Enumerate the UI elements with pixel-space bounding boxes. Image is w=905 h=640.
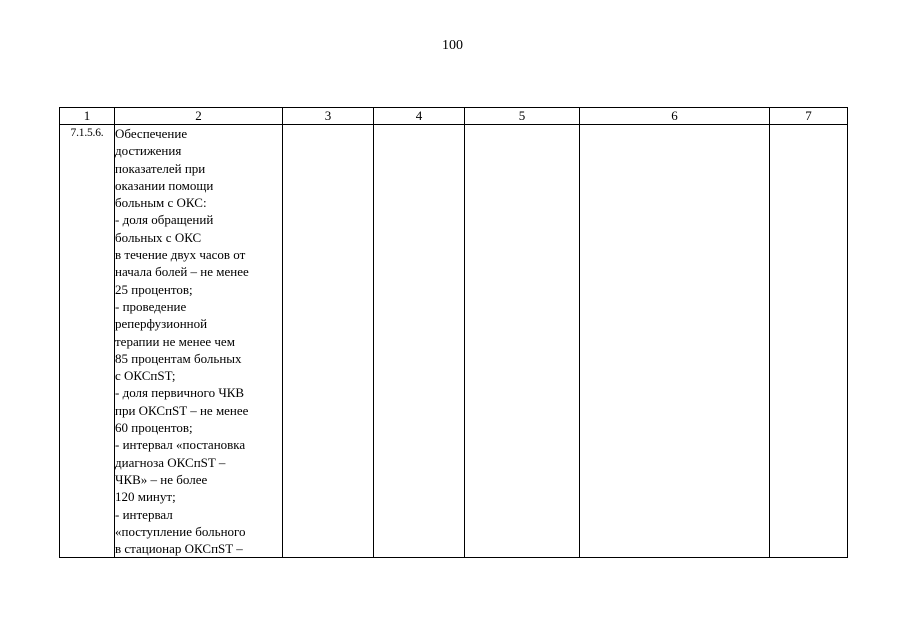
column-header-5: 5 <box>465 108 580 125</box>
description-line: реперфузионной <box>115 316 208 332</box>
description-line: 120 минут; <box>115 489 176 505</box>
column-4-cell <box>374 125 465 558</box>
description-line: 60 процентов; <box>115 420 193 436</box>
page-number: 100 <box>442 38 463 53</box>
column-header-4: 4 <box>374 108 465 125</box>
document-table <box>59 107 848 558</box>
column-header-6: 6 <box>580 108 770 125</box>
description-line: при ОКСпST – не менее <box>115 402 249 418</box>
column-7-cell <box>770 125 848 558</box>
description-line: больным с ОКС: <box>115 195 207 211</box>
column-6-cell <box>580 125 770 558</box>
description-line: - интервал «постановка <box>115 437 246 453</box>
column-3-cell <box>283 125 374 558</box>
column-5-cell <box>465 125 580 558</box>
description-line: - доля обращений <box>115 212 214 228</box>
description-line: показателей при <box>115 160 206 176</box>
description-line: ЧКВ» – не более <box>115 471 208 487</box>
column-header-3: 3 <box>283 108 374 125</box>
description-line: больных с ОКС <box>115 229 202 245</box>
table-header-row <box>60 108 848 125</box>
column-header-1: 1 <box>60 108 115 125</box>
column-header-7: 7 <box>770 108 848 125</box>
description-line: терапии не менее чем <box>115 333 235 349</box>
description-line: Обеспечение <box>115 126 188 141</box>
description-line: 25 процентов; <box>115 281 193 297</box>
item-number-cell: 7.1.5.6. <box>60 125 115 558</box>
description-line: «поступление больного <box>115 523 246 539</box>
column-header-2: 2 <box>115 108 283 125</box>
description-line: в стационар ОКСпST – <box>115 541 243 557</box>
description-line: - доля первичного ЧКВ <box>115 385 245 401</box>
description-line: диагноза ОКСпST – <box>115 454 226 470</box>
item-description-cell <box>115 125 283 558</box>
description-line: достижения <box>115 143 182 159</box>
description-line: в течение двух часов от <box>115 247 246 263</box>
description-line: начала болей – не менее <box>115 264 249 280</box>
description-line: - проведение <box>115 298 187 314</box>
description-line: с ОКСпST; <box>115 368 176 384</box>
table-row <box>60 125 848 558</box>
description-line: - интервал <box>115 506 173 522</box>
description-line: 85 процентам больных <box>115 350 242 366</box>
description-line: оказании помощи <box>115 177 214 193</box>
